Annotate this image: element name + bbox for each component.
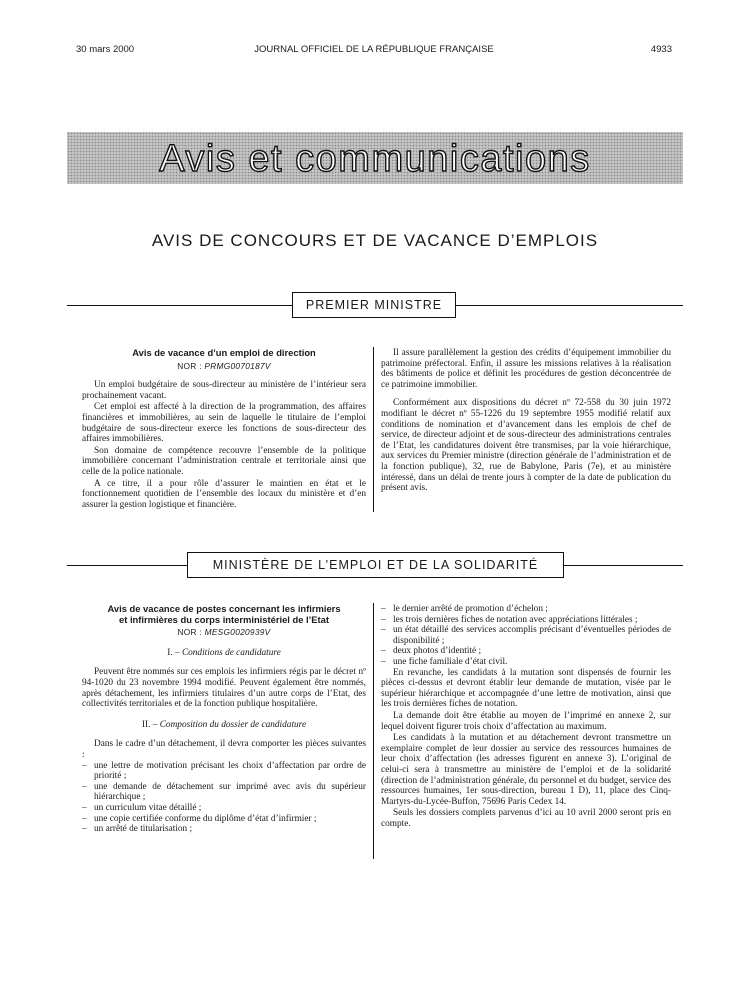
- paragraph: Cet emploi est affecté à la direction de la programmation, des affaires financières et immobilières, au sein de laquelle le titulaire de l’emploi budgétaire de sous-directeur exerce les fonctions de sous-directeur des affaires immobilières.: [82, 402, 366, 445]
- list-item: – un arrêté de titularisation ;: [82, 824, 366, 835]
- paragraph: Dans le cadre d’un détachement, il devra comporter les pièces suivantes :: [82, 739, 366, 760]
- page-title: AVIS DE CONCOURS ET DE VACANCE D’EMPLOIS: [151, 231, 599, 250]
- list-item: – un état détaillé des services accomplis précisant d’éventuelles périodes de disponibilité ;: [381, 625, 671, 646]
- list-item: – deux photos d’identité ;: [381, 646, 671, 657]
- list-item: – un curriculum vitae détaillé ;: [82, 803, 366, 814]
- section-label-ministere-emploi: MINISTÈRE DE L’EMPLOI ET DE LA SOLIDARITÉ: [187, 552, 564, 578]
- banner-title: Avis et communications: [159, 138, 591, 180]
- running-header: [76, 44, 672, 58]
- issue-date: 30 mars 2000: [76, 44, 135, 55]
- article-1-left-column: [82, 348, 366, 510]
- paragraph: En revanche, les candidats à la mutation sont dispensés de fournir les pièces ci-dessus et devront établir leur demande de mutation, visée par le supérieur hiérarchique et accompagnée d’une lettre de motivation, ainsi que les trois dernières fiches de notation.: [381, 667, 671, 710]
- documents-list-continued: [381, 604, 671, 668]
- paragraph: Seuls les dossiers complets parvenus d’ici au 10 avril 2000 seront pris en compte.: [381, 808, 671, 829]
- paragraph: Conformément aux dispositions du décret nº 72-558 du 30 juin 1972 modifiant le décret nº 55-1226 du 19 septembre 1955 modifié relatif aux conditions de nomination et d’avancement dans les emplois de chef de service, de directeur adjoint et de sous-directeur des administrations centrales de l’Etat, les candidatures doivent être transmises, par la voie hiérarchique, aux services du Premier ministre (direction générale de l’administration et de la fonction publique), 32, rue de Babylone, Paris (7e), et au ministère intéressé, dans un délai de trente jours à compter de la date de publication du présent avis.: [381, 398, 671, 494]
- article-2-left-column: [82, 604, 366, 835]
- paragraph: Peuvent être nommés sur ces emplois les infirmiers régis par le décret nº 94-1020 du 23 novembre 1994 modifié. Peuvent également être nommés, après détachement, les infirmiers titulaires d’un autre corps de l’Etat, des collectivités territoriales et de la fonction publique hospitalière.: [82, 667, 366, 710]
- nor-code: PRMG0070187V: [204, 360, 271, 371]
- journal-name: JOURNAL OFFICIEL DE LA RÉPUBLIQUE FRANÇAISE: [254, 44, 494, 55]
- paragraph: Il assure parallèlement la gestion des crédits d’équipement immobilier du patrimoine préfectoral. Enfin, il assure les missions relatives à la réalisation des bâtiments de police et définit les procédures de gestion déconcentrée de ce patrimoine immobilier.: [381, 348, 671, 390]
- nor-reference: NOR : MESG0020939V: [177, 627, 271, 638]
- subheading: II. – Composition du dossier de candidature: [141, 719, 307, 730]
- subheading: I. – Conditions de candidature: [167, 647, 281, 658]
- section-banner: [67, 132, 683, 184]
- page-number: 4933: [650, 44, 672, 55]
- article-title: Avis de vacance d’un emploi de direction: [132, 347, 316, 358]
- list-item: – une copie certifiée conforme du diplôme d’état d’infirmier ;: [82, 814, 366, 825]
- list-item: – une fiche familiale d’état civil.: [381, 657, 671, 668]
- article-1-right-column: [381, 348, 671, 494]
- paragraph: Son domaine de compétence recouvre l’ensemble de la politique immobilière concernant l’administration centrale et territoriale ainsi que celle de la police nationale.: [82, 445, 366, 477]
- list-item: – le dernier arrêté de promotion d’échelon ;: [381, 604, 671, 615]
- article-title-line: et infirmières du corps interministériel de l’Etat: [119, 613, 329, 625]
- paragraph: La demande doit être établie au moyen de l’imprimé en annexe 2, sur lequel doivent figurer trois choix d’affectation au maximum.: [381, 710, 671, 732]
- list-item: – une lettre de motivation précisant les choix d’affectation par ordre de priorité ;: [82, 761, 366, 782]
- nor-code: MESG0020939V: [204, 627, 271, 638]
- list-item: – les trois dernières fiches de notation avec appréciations littérales ;: [381, 615, 671, 626]
- paragraph: Les candidats à la mutation et au détachement devront transmettre un exemplaire complet de leur dossier au service des ressources humaines de leur choix d’affectation (les adresses figurent en annexe 3). L’original de celui-ci sera à transmettre au ministère de l’emploi et de la solidarité (direction de l’administration générale, du personnel et du budget, service des ressources humaines, 1er sous-direction, bureau 1 D), 11, place des Cinq-Martyrs-du-Lycée-Buffon, 75696 Paris Cedex 14.: [381, 733, 671, 807]
- article-2-right-column: [381, 604, 671, 829]
- section-label-premier-ministre: PREMIER MINISTRE: [292, 292, 456, 318]
- paragraph: A ce titre, il a pour rôle d’assurer le maintien en état et le fonctionnement quotidien de l’ensemble des locaux du ministère et d’en assurer la gestion logistique et financière.: [82, 478, 366, 510]
- nor-reference: NOR : PRMG0070187V: [177, 360, 271, 371]
- column-divider: [373, 347, 374, 512]
- list-item: – une demande de détachement sur imprimé avec avis du supérieur hiérarchique ;: [82, 782, 366, 803]
- column-divider: [373, 603, 374, 859]
- documents-list: [82, 761, 366, 835]
- article-title-line: Avis de vacance de postes concernant les infirmiers: [107, 603, 341, 614]
- paragraph: Un emploi budgétaire de sous-directeur au ministère de l’intérieur sera prochainement vacant.: [82, 380, 366, 401]
